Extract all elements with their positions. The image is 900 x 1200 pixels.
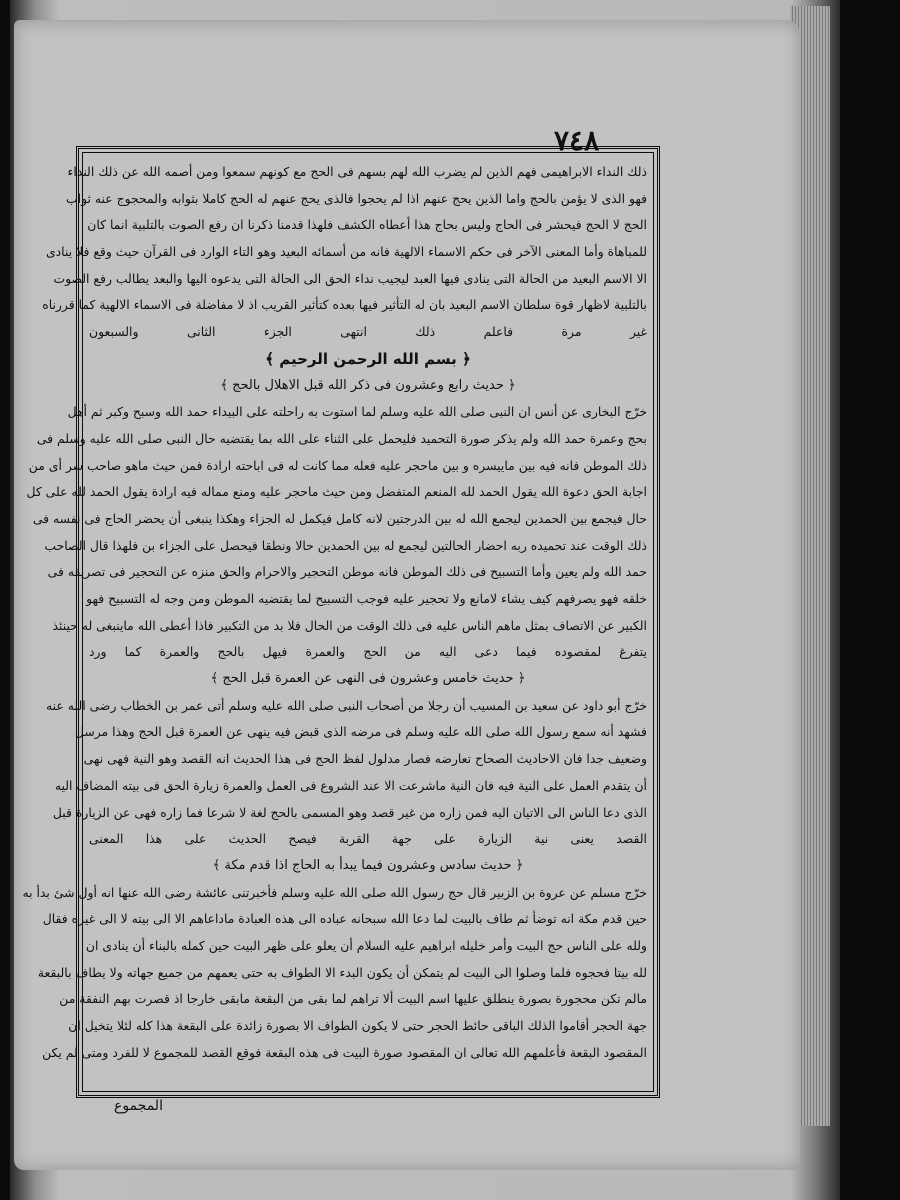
text-line: ذلك النداء الابراهيمى فهم الذين لم يضرب الله لهم بسهم فى الحج مع كونهم سمعوا ومن أصمه الله عن ذلك النداء bbox=[67, 164, 647, 179]
text-line: اجابة الحق دعوة الله يقول الحمد لله المنعم المتفضل ومن حيث ماحجر عليه ومنع مماله فيه ارادة يقول الحمد لله على كل bbox=[26, 484, 647, 500]
text-line: الحج لا الحج فيحشر فى الحاج وليس بحاج هذا أعطاه الكشف فلهذا قدمنا ذكرنا ان رفع الصوت بالتلبية انما كان bbox=[87, 217, 647, 233]
text-line: وضعيف جدا فان الاحاديث الصحاح تعارضه فصار مدلول لفظ الحج فى هذا الحديث انه القصد وهو النية فهى نهى bbox=[83, 751, 647, 767]
text-frame bbox=[22, 146, 660, 1098]
text-line: ولله على الناس حج البيت وأمر خليله ابراهيم عليه السلام أن يعلو على ظهر البيت حين كمله بالبناء أن ينادى ان bbox=[85, 937, 647, 953]
text-line: الكبير عن الاتصاف بمثل ماهم الناس عليه فى ذلك الوقت من الحال فلا بد من التكبير فاذا أعطى الله ماينبغى له حينئذ bbox=[52, 617, 647, 633]
heading-line: ﴿ حديث خامس وعشرون فى النهى عن العمرة قبل الحج ﴾ bbox=[210, 671, 526, 687]
text-line: خرّج مسلم عن عروة بن الزبير قال حج رسول الله صلى الله عليه وسلم فأخبرتنى عائشة رضى الله عنها انه أول شئ بدأ به bbox=[22, 884, 647, 900]
text-line: لله بيتا فحجوه فلما وصلوا الى البيت لم يتمكن أن يكون البدء الا الطواف به حتى يعمهم من جميع جهاته ولا يطاف بالبقعة bbox=[37, 964, 647, 980]
text-line: فهو الذى لا يؤمن بالحج واما الذين يحج عنهم اذا لم يحجوا فالذى يحج عنهم له الحج كاملا بثوابه والمحجوج عنه ثواب bbox=[66, 190, 647, 206]
text-line: بحج وعمرة حمد الله ولم يذكر صورة التحميد فليحمل على الثناء على الله بما يقتضيه حال النبى صلى الله عليه وسلم فى bbox=[36, 430, 647, 446]
text-line: أن يتقدم العمل على النية فيه فان النية ماشرعت الا عند الشروع فى العمل والعمرة زيارة الحق فى بيته المضاف اليه bbox=[54, 777, 647, 793]
page-number: ٧٤٨ bbox=[554, 124, 600, 157]
text-line: الذى دعا الناس الى الاتيان اليه فمن زاره من غير قصد وهو المسمى بالحج لغة لا شرعا فما زاره فهى عن الزيارة قبل bbox=[52, 804, 647, 820]
text-line: خلقه فهو يصرفهم كيف يشاء لامانع ولا تحجير عليه فوجب التسبيح لما يقتضيه الموطن ومن وجه له التسبيح فهو bbox=[86, 591, 647, 606]
text-line: غير مرة فاعلم ذلك انتهى الجزء الثانى والسبعون bbox=[89, 324, 647, 340]
heading-line: ﴿ حديث سادس وعشرون فيما يبدأ به الحاج اذا قدم مكة ﴾ bbox=[212, 857, 524, 873]
text-line: للمباهاة وأما المعنى الآخر فى حكم الاسماء الالهية فانه من أسمائه البعيد وهو التاء الوارد فى القرآن حيث وقع فلا ينادى bbox=[45, 244, 647, 260]
heading-line: ﴿ حديث رابع وعشرون فى ذكر الله قبل الاهلال بالحج ﴾ bbox=[220, 377, 516, 393]
text-line: بالتلبية لاظهار قوة سلطان الاسم البعيد بان له التأثير فيها بعده كتأثير القريب اذ لا مفاضلة فى الاسماء الالهية كما قررناه bbox=[42, 297, 647, 313]
text-line: خرّج البخارى عن أنس ان النبى صلى الله عليه وسلم لما استوت به راحلته على البيداء حمد الله وسبح وكبر ثم أهل bbox=[67, 404, 647, 420]
text-line: حمد الله ولم يعين وأما التسبيح فى ذلك الموطن فانه موطن التحجير والاحرام والحق منزه عن التحجير فى تصريفه فى bbox=[47, 564, 647, 580]
text-line: جهة الحجر أقاموا الذلك الباقى حائط الحجر حتى لا يكون الطواف الا بصورة زائدة على البقعة هذا كله لئلا يتخيل ان bbox=[68, 1018, 647, 1033]
book-page bbox=[14, 20, 800, 1170]
catchword: المجموع bbox=[114, 1098, 163, 1114]
text-line: حين قدم مكة انه توضأ ثم طاف بالبيت لما دعا الله سبحانه عباده الى هذه العبادة ماداعاهم الا الى بيته لا الى غيره فقال bbox=[42, 911, 647, 927]
text-line: خرّج أبو داود عن سعيد بن المسيب أن رجلا من أصحاب النبى صلى الله عليه وسلم أتى عمر بن الخطاب رضى الله عنه bbox=[45, 697, 647, 713]
text-line: ذلك الموطن فانه فيه بين ماييسره و بين ماحجر عليه فعله مما كانت له فى اباحته ارادة فمن حيث ماهو صاحب سر أى من bbox=[28, 457, 647, 473]
text-line: ذلك الوقت عند تحميده ربه احضار الحالتين ليجمع له بين الحمدين حالا ونطقا فيحصل على الجزاء بن فلهذا قال الصاحب bbox=[44, 537, 647, 553]
basmala-line: ﴿ بسم الله الرحمن الرحيم ﴾ bbox=[265, 349, 471, 368]
text-line: الا الاسم البعيد من الحالة التى ينادى فيها العبد ليجيب نداء الحق الى الحالة التى يدعوه اليها والبعد يطالب رفع الصوت bbox=[53, 270, 647, 286]
text-line: حال فيجمع بين الحمدين ليجمع الله له بين الدرجتين لانه كامل فيكمل له الجزاء وهكذا ينبغى أن يحضر الحاج فى نفسه فى bbox=[32, 510, 647, 526]
text-line: القصد يعنى نية الزيارة على جهة القربة فيصح الحديث على هذا المعنى bbox=[89, 831, 647, 847]
text-line: مالم تكن محجورة بصورة ينطلق عليها اسم البيت ألا تراهم لما بقى من البقعة مابقى خارجا اذ قصرت بهم النفقة من bbox=[59, 991, 647, 1007]
text-line: المقصود البقعة فأعلمهم الله تعالى ان المقصود صورة البيت فى هذه البقعة فوقع القصد للمجموع لا للفرد ومتى لم يكن bbox=[42, 1044, 647, 1060]
text-block bbox=[22, 159, 647, 1085]
text-line: فشهد أنه سمع رسول الله صلى الله عليه وسلم فى مرضه الذى قبض فيه ينهى عن العمرة قبل الحج وهذا مرسل bbox=[74, 724, 647, 740]
text-line: يتفرغ لمقصوده فيما دعى اليه من الحج والعمرة فيهل بالحج والعمرة كما ورد bbox=[89, 644, 647, 660]
